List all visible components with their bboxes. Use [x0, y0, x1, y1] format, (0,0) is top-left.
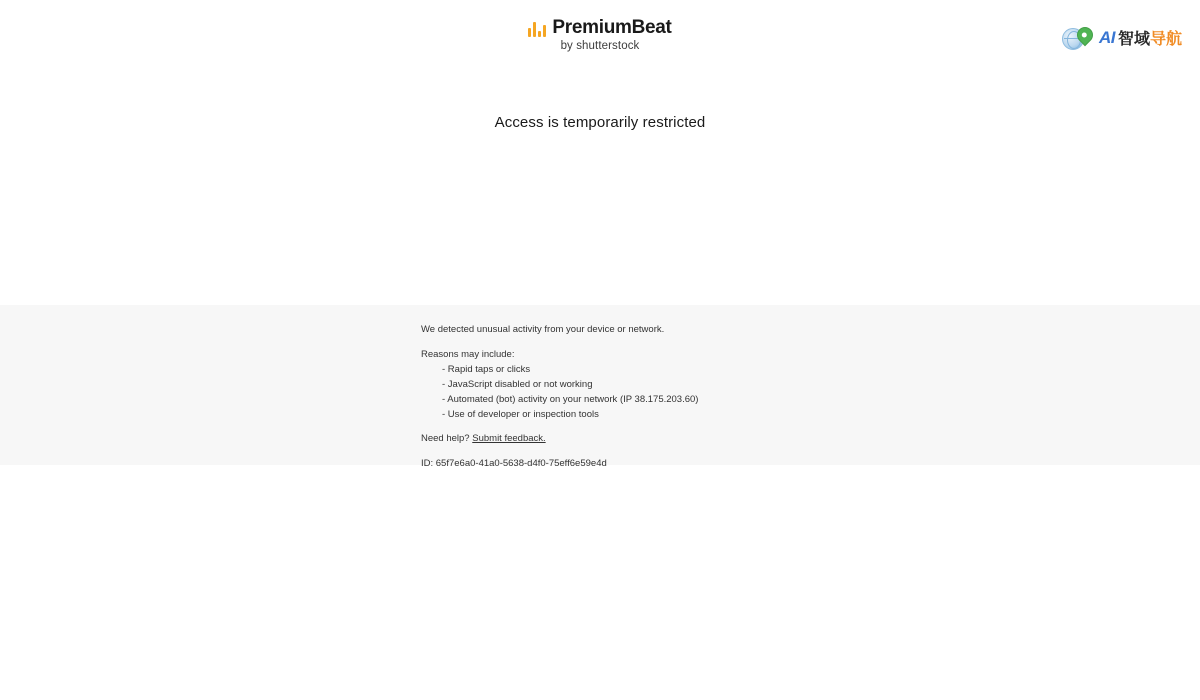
watermark-cn-part2: 导航 — [1149, 31, 1182, 48]
watermark-cn-text — [1118, 26, 1182, 49]
watermark-cn-part1: 智域 — [1117, 31, 1150, 48]
list-item: - JavaScript disabled or not working — [442, 379, 593, 391]
list-item: - Rapid taps or clicks — [442, 364, 531, 376]
details-band — [0, 305, 1200, 470]
detected-text: We detected unusual activity from your device or network. — [421, 324, 665, 335]
need-help-line — [421, 432, 1200, 447]
globe-icon — [1062, 27, 1096, 49]
reasons-list — [421, 363, 1200, 422]
reasons-label: Reasons may include: — [421, 348, 515, 360]
watermark-ai-text: AI — [1098, 27, 1115, 47]
equalizer-bars-icon — [528, 21, 546, 37]
page-title: Access is temporarily restricted — [494, 114, 706, 131]
page-header — [0, 0, 1200, 70]
site-watermark — [1062, 26, 1182, 49]
list-item: - Automated (bot) activity on your network (IP 38.175.203.60) — [442, 393, 699, 405]
brand-logo[interactable] — [0, 18, 1200, 53]
brand-wordmark: PremiumBeat — [552, 17, 672, 38]
submit-feedback-link[interactable]: Submit feedback. — [472, 433, 546, 445]
request-id: ID: 65f7e6a0-41a0-5638-d4f0-75eff6e59e4d — [421, 458, 607, 470]
brand-tagline: by shutterstock — [560, 40, 640, 52]
list-item: - Use of developer or inspection tools — [442, 408, 599, 420]
need-help-label: Need help? — [421, 433, 470, 445]
